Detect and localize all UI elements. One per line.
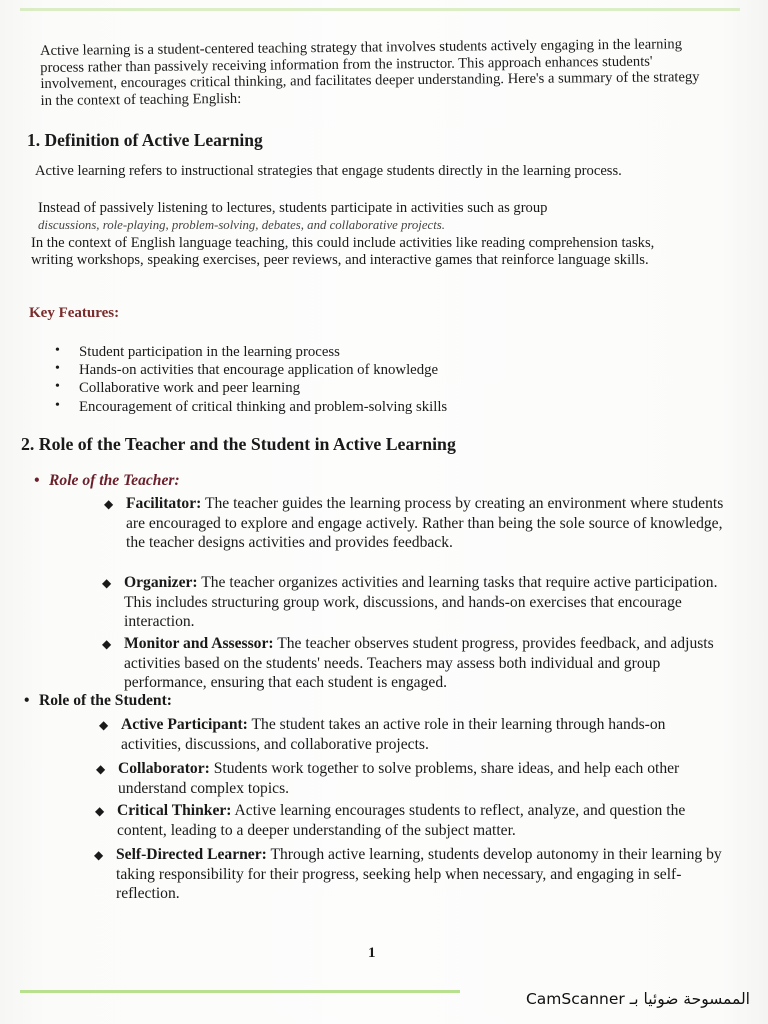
diamond-bullet-icon: ◆	[102, 637, 112, 651]
diamond-bullet-icon: ◆	[104, 497, 114, 511]
teacher-role-item	[102, 573, 724, 632]
diamond-bullet-icon: ◆	[99, 718, 109, 732]
definition-paragraph-2	[38, 200, 698, 234]
key-feature-item: • Student participation in the learning process	[55, 343, 447, 361]
section2-heading: 2. Role of the Teacher and the Student in Active Learning	[21, 434, 456, 454]
diamond-bullet-icon: ◆	[95, 804, 105, 818]
role-description: The teacher observes student progress, provides feedback, and adjusts activities based on the students' needs. Teachers may assess both individual and group performance, ensuring that each student is engaged.	[124, 635, 714, 691]
section1-heading: 1. Definition of Active Learning	[27, 130, 263, 150]
teacher-role-item	[102, 634, 736, 693]
role-term: Active Participant:	[121, 716, 248, 733]
role-description: The student takes an active role in their learning through hands-on activities, discussions, and collaborative projects.	[121, 716, 666, 753]
role-of-teacher-text: Role of the Teacher:	[49, 472, 180, 489]
student-role-item	[94, 845, 732, 904]
role-term: Critical Thinker:	[117, 802, 232, 819]
definition-paragraph-3: In the context of English language teaching, this could include activities like reading comprehension tasks, writing workshops, speaking exercises, peer reviews, and interactive games that reinforce language skills.	[31, 235, 655, 268]
camscanner-watermark: CamScanner الممسوحة ضوئيا بـ	[525, 990, 750, 1008]
definition-paragraph-2-tail: discussions, role-playing, problem-solving, debates, and collaborative projects.	[38, 218, 445, 232]
student-role-item	[96, 759, 718, 798]
diamond-bullet-icon: ◆	[96, 762, 106, 776]
role-term: Collaborator:	[118, 760, 210, 777]
key-features-list	[55, 343, 447, 416]
page-number: 1	[368, 945, 376, 961]
diamond-bullet-icon: ◆	[102, 576, 112, 590]
student-role-item	[95, 801, 723, 840]
definition-paragraph-1: Active learning refers to instructional strategies that engage students directly in the learning process.	[35, 163, 622, 179]
role-term: Self-Directed Learner:	[116, 846, 267, 863]
role-description: Active learning encourages students to reflect, analyze, and question the content, leading to a deeper understanding of the subject matter.	[117, 802, 686, 839]
bullet-icon: •	[24, 692, 30, 709]
role-of-student-text: Role of the Student:	[39, 692, 172, 709]
teacher-role-item	[104, 494, 726, 553]
student-role-item	[99, 715, 721, 754]
definition-paragraph-2-lead: Instead of passively listening to lectures, students participate in activities such as group	[38, 200, 548, 216]
bullet-icon: •	[34, 472, 40, 489]
key-feature-item: • Encouragement of critical thinking and problem-solving skills	[55, 398, 447, 416]
key-feature-item: • Collaborative work and peer learning	[55, 379, 447, 397]
role-term: Organizer:	[124, 574, 198, 591]
role-description: The teacher guides the learning process by creating an environment where students are encouraged to explore and engage actively. Rather than being the sole source of knowledge, the teacher designs activities and provides feedback.	[126, 495, 724, 551]
role-description: Through active learning, students develop autonomy in their learning by taking responsibility for their progress, seeking help when necessary, and engaging in self-reflection.	[116, 846, 722, 902]
role-description: The teacher organizes activities and learning tasks that require active participation. This includes structuring group work, discussions, and hands-on exercises that encourage interaction.	[124, 574, 718, 630]
role-of-teacher-label	[34, 472, 180, 490]
role-term: Facilitator:	[126, 495, 202, 512]
intro-paragraph: Active learning is a student-centered teaching strategy that involves students actively engaging in the learning process rather than passively receiving information from the instructor. This approach enhances students' involvement, encourages critical thinking, and facilitates deeper understanding. Here's a summary of the strategy in the context of teaching English:	[40, 36, 700, 109]
role-of-student-label	[24, 692, 172, 710]
role-term: Monitor and Assessor:	[124, 635, 274, 652]
key-feature-item: • Hands-on activities that encourage application of knowledge	[55, 361, 447, 379]
diamond-bullet-icon: ◆	[94, 848, 104, 862]
role-description: Students work together to solve problems, share ideas, and help each other understand complex topics.	[118, 760, 680, 797]
key-features-label: Key Features:	[29, 305, 120, 321]
